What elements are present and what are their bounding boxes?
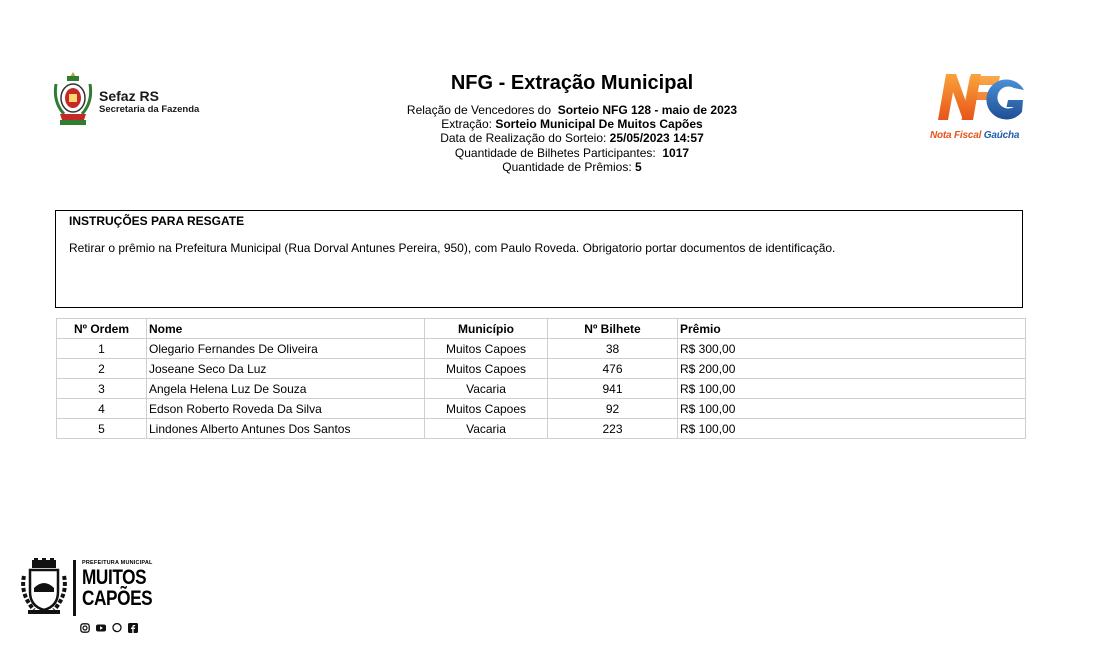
cell-premio: R$ 100,00 — [678, 379, 1026, 399]
header-municipio: Município — [425, 319, 548, 339]
cell-ordem: 4 — [57, 399, 147, 419]
report-meta — [330, 103, 814, 174]
muitos-capoes-crest-icon — [20, 558, 68, 616]
cell-nome: Olegario Fernandes De Oliveira — [147, 339, 425, 359]
prefeitura-small: PREFEITURA MUNICIPAL — [82, 560, 153, 566]
header-nome: Nome — [147, 319, 425, 339]
chat-icon — [112, 620, 122, 630]
cell-municipio: Muitos Capoes — [425, 339, 548, 359]
cell-municipio: Vacaria — [425, 379, 548, 399]
cell-premio: R$ 100,00 — [678, 399, 1026, 419]
cell-municipio: Muitos Capoes — [425, 399, 548, 419]
meta-data — [330, 131, 814, 145]
meta-value: Sorteio Municipal De Muitos Capões — [495, 117, 703, 132]
header-ordem: Nº Ordem — [57, 319, 147, 339]
instructions-box — [55, 210, 1023, 308]
meta-label: Quantidade de Bilhetes Participantes: — [454, 145, 656, 160]
meta-extracao — [330, 117, 814, 131]
cell-bilhete: 38 — [548, 339, 678, 359]
social-icons — [80, 620, 138, 630]
prefeitura-line1: MUITOS — [82, 566, 147, 589]
cell-nome: Lindones Alberto Antunes Dos Santos — [147, 419, 425, 439]
table-row — [57, 419, 1026, 439]
cell-municipio: Vacaria — [425, 419, 548, 439]
cell-ordem: 2 — [57, 359, 147, 379]
meta-value: Sorteio NFG 128 - maio de 2023 — [557, 103, 738, 117]
cell-premio: R$ 100,00 — [678, 419, 1026, 439]
table-header-row — [57, 319, 1026, 339]
cell-premio: R$ 300,00 — [678, 339, 1026, 359]
report-header — [330, 70, 814, 174]
cell-bilhete: 223 — [548, 419, 678, 439]
cell-municipio: Muitos Capoes — [425, 359, 548, 379]
meta-relacao — [330, 103, 814, 117]
meta-value: 25/05/2023 14:57 — [609, 131, 704, 146]
cell-nome: Joseane Seco Da Luz — [147, 359, 425, 379]
nfg-caption-a: Nota Fiscal — [930, 130, 982, 141]
nfg-caption — [930, 130, 1032, 141]
table-row — [57, 339, 1026, 359]
meta-label: Quantidade de Prêmios: — [502, 159, 632, 174]
meta-label: Data de Realização do Sorteio: — [440, 131, 607, 146]
prefeitura-text — [82, 560, 168, 609]
instructions-text: Retirar o prêmio na Prefeitura Municipal (Rua Dorval Antunes Pereira, 950), com Paulo Roveda. Obrigatorio portar documentos de identificação. — [69, 241, 836, 255]
sefaz-name: Sefaz RS — [99, 88, 159, 104]
cell-bilhete: 92 — [548, 399, 678, 419]
table-row — [57, 379, 1026, 399]
page-title: NFG - Extração Municipal — [450, 72, 694, 94]
rs-coat-of-arms-icon — [52, 70, 94, 128]
cell-nome: Angela Helena Luz De Souza — [147, 379, 425, 399]
facebook-icon — [128, 620, 138, 630]
meta-bilhetes — [330, 146, 814, 160]
cell-nome: Edson Roberto Roveda Da Silva — [147, 399, 425, 419]
prefeitura-logo — [20, 558, 160, 634]
meta-value: 1017 — [662, 145, 690, 160]
cell-bilhete: 476 — [548, 359, 678, 379]
nfg-caption-b: Gaúcha — [983, 130, 1020, 141]
table-row — [57, 399, 1026, 419]
nfg-logo — [930, 68, 1032, 146]
instructions-title: INSTRUÇÕES PARA RESGATE — [69, 214, 245, 228]
sefaz-logo — [52, 70, 222, 130]
cell-bilhete: 941 — [548, 379, 678, 399]
nfg-logo-mark — [930, 68, 1032, 128]
sefaz-subtitle: Secretaria da Fazenda — [99, 104, 200, 115]
prefeitura-line2: CAPÕES — [82, 587, 153, 610]
cell-ordem: 3 — [57, 379, 147, 399]
youtube-icon — [96, 620, 106, 630]
logo-divider — [73, 560, 76, 616]
table-row — [57, 359, 1026, 379]
meta-premios — [330, 160, 814, 174]
instagram-icon — [80, 620, 90, 630]
header-bilhete: Nº Bilhete — [548, 319, 678, 339]
meta-value: 5 — [635, 159, 642, 174]
meta-label: Relação de Vencedores do — [406, 103, 552, 117]
cell-premio: R$ 200,00 — [678, 359, 1026, 379]
winners-table — [56, 318, 1026, 439]
meta-label: Extração: — [441, 117, 492, 132]
header-premio: Prêmio — [678, 319, 1026, 339]
sefaz-text — [99, 88, 199, 116]
cell-ordem: 1 — [57, 339, 147, 359]
cell-ordem: 5 — [57, 419, 147, 439]
